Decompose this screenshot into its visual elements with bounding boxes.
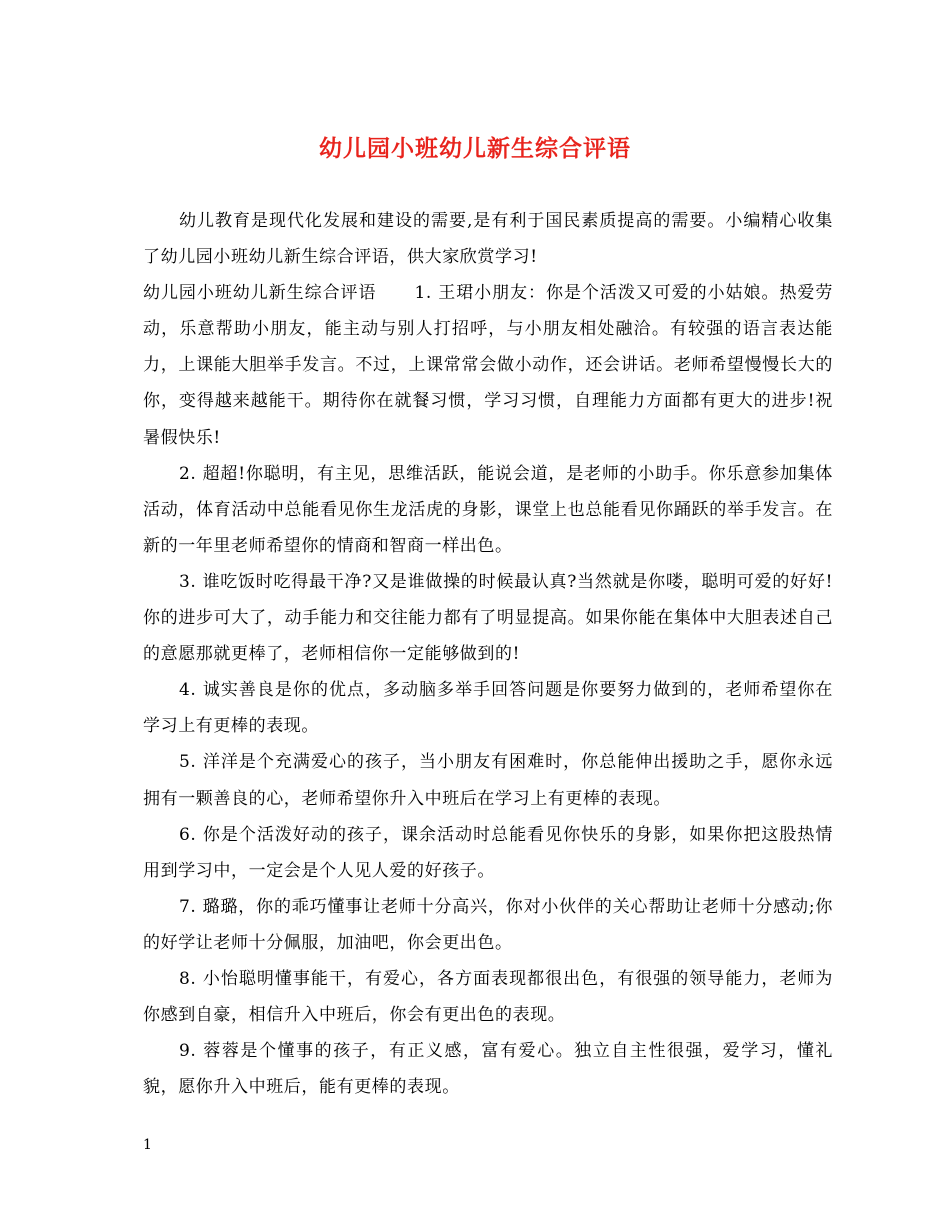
page-number: 1 (143, 1137, 152, 1153)
comment-paragraph-8: 8. 小怡聪明懂事能干，有爱心，各方面表现都很出色，有很强的领导能力，老师为你感到自豪，相信升入中班后，你会有更出色的表现。 (143, 968, 833, 1026)
comment-paragraph-2: 2. 超超!你聪明，有主见，思维活跃，能说会道，是老师的小助手。你乐意参加集体活动，体育活动中总能看见你生龙活虎的身影，课堂上也总能看见你踊跃的举手发言。在新的一年里老师希望你的情商和智商一样出色。 (143, 463, 833, 556)
comment-paragraph-3: 3. 谁吃饭时吃得最干净?又是谁做操的时候最认真?当然就是你喽，聪明可爱的好好!你的进步可大了，动手能力和交往能力都有了明显提高。如果你能在集体中大胆表述自己的意愿那就更棒了，老师相信你一定能够做到的! (143, 571, 833, 665)
comment-paragraph-5: 5. 洋洋是个充满爱心的孩子，当小朋友有困难时，你总能伸出援助之手，愿你永远拥有一颗善良的心，老师希望你升入中班后在学习上有更棒的表现。 (143, 752, 833, 809)
comment-paragraph-7: 7. 璐璐，你的乖巧懂事让老师十分高兴，你对小伙伴的关心帮助让老师十分感动;你的好学让老师十分佩服，加油吧，你会更出色。 (143, 896, 833, 953)
comment-paragraph-9: 9. 蓉蓉是个懂事的孩子，有正义感，富有爱心。独立自主性很强，爱学习，懂礼貌，愿你升入中班后，能有更棒的表现。 (143, 1041, 833, 1098)
comment-text-1: 1. 王珺小朋友：你是个活泼又可爱的小姑娘。热爱劳动，乐意帮助小朋友，能主动与别人打招呼，与小朋友相处融洽。有较强的语言表达能力，上课能大胆举手发言。不过，上课常常会做小动作，还会讲话。老师希望慢慢长大的你，变得越来越能干。期待你在就餐习惯，学习习惯，自理能力方面都有更大的进步!祝暑假快乐! (143, 283, 833, 448)
document-body (143, 203, 833, 1105)
comment-paragraph-1 (143, 275, 833, 455)
intro-paragraph: 幼儿教育是现代化发展和建设的需要,是有利于国民素质提高的需要。小编精心收集了幼儿园小班幼儿新生综合评语，供大家欣赏学习! (143, 211, 833, 268)
comment-paragraph-4: 4. 诚实善良是你的优点，多动脑多举手回答问题是你要努力做到的，老师希望你在学习上有更棒的表现。 (143, 680, 833, 737)
document-title: 幼儿园小班幼儿新生综合评语 (319, 135, 631, 162)
section-subheading: 幼儿园小班幼儿新生综合评语 (143, 283, 377, 304)
comment-paragraph-6: 6. 你是个活泼好动的孩子，课余活动时总能看见你快乐的身影，如果你把这股热情用到学习中，一定会是个人见人爱的好孩子。 (143, 824, 833, 881)
